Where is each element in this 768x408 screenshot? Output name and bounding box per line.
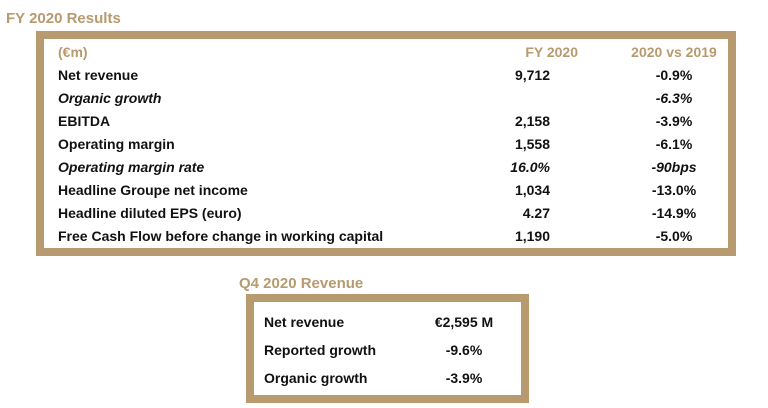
table-row	[44, 133, 728, 156]
row-change-value: -6.1%	[655, 136, 693, 152]
row-label: Free Cash Flow before change in working capital	[58, 228, 384, 244]
row-label: Organic growth	[58, 90, 162, 106]
q4-revenue-table	[246, 294, 529, 403]
fy-results-table	[36, 31, 736, 256]
row-change-value: -90bps	[651, 159, 697, 175]
table-row	[254, 337, 521, 363]
row-label: Headline Groupe net income	[58, 182, 248, 198]
header-fy2020: FY 2020	[525, 44, 578, 60]
row-value: €2,595 M	[434, 314, 494, 330]
row-change-value: -0.9%	[655, 67, 693, 83]
row-label: Net revenue	[58, 67, 139, 83]
table-row	[44, 87, 728, 110]
row-value: -9.6%	[445, 342, 483, 358]
header-2020-vs-2019: 2020 vs 2019	[631, 44, 717, 60]
table-row	[254, 309, 521, 335]
row-change-value: -6.3%	[655, 90, 693, 106]
table-row	[44, 202, 728, 225]
header-unit-label: (€m)	[58, 44, 88, 60]
fy-results-heading: FY 2020 Results	[6, 10, 121, 27]
row-fy-value: 16.0%	[510, 159, 550, 175]
row-fy-value: 1,034	[514, 182, 550, 198]
table-row	[44, 110, 728, 133]
row-label: Operating margin rate	[58, 159, 205, 175]
row-fy-value: 1,558	[514, 136, 550, 152]
row-fy-value: 2,158	[514, 113, 550, 129]
row-label: Net revenue	[264, 314, 345, 330]
q4-revenue-heading: Q4 2020 Revenue	[239, 275, 364, 292]
row-change-value: -13.0%	[651, 182, 697, 198]
table-row	[44, 225, 728, 248]
row-fy-value: 1,190	[514, 228, 550, 244]
table-row	[254, 365, 521, 391]
row-label: Reported growth	[264, 342, 376, 358]
table-row	[44, 156, 728, 179]
row-change-value: -14.9%	[651, 205, 697, 221]
row-change-value: -5.0%	[655, 228, 693, 244]
row-label: Organic growth	[264, 370, 368, 386]
table-row	[44, 64, 728, 87]
row-fy-value: 9,712	[514, 67, 550, 83]
row-label: Operating margin	[58, 136, 175, 152]
row-label: Headline diluted EPS (euro)	[58, 205, 242, 221]
row-fy-value: 4.27	[522, 205, 550, 221]
table-header-row	[44, 41, 728, 64]
table-row	[44, 179, 728, 202]
row-change-value: -3.9%	[655, 113, 693, 129]
row-label: EBITDA	[58, 113, 111, 129]
row-value: -3.9%	[445, 370, 483, 386]
